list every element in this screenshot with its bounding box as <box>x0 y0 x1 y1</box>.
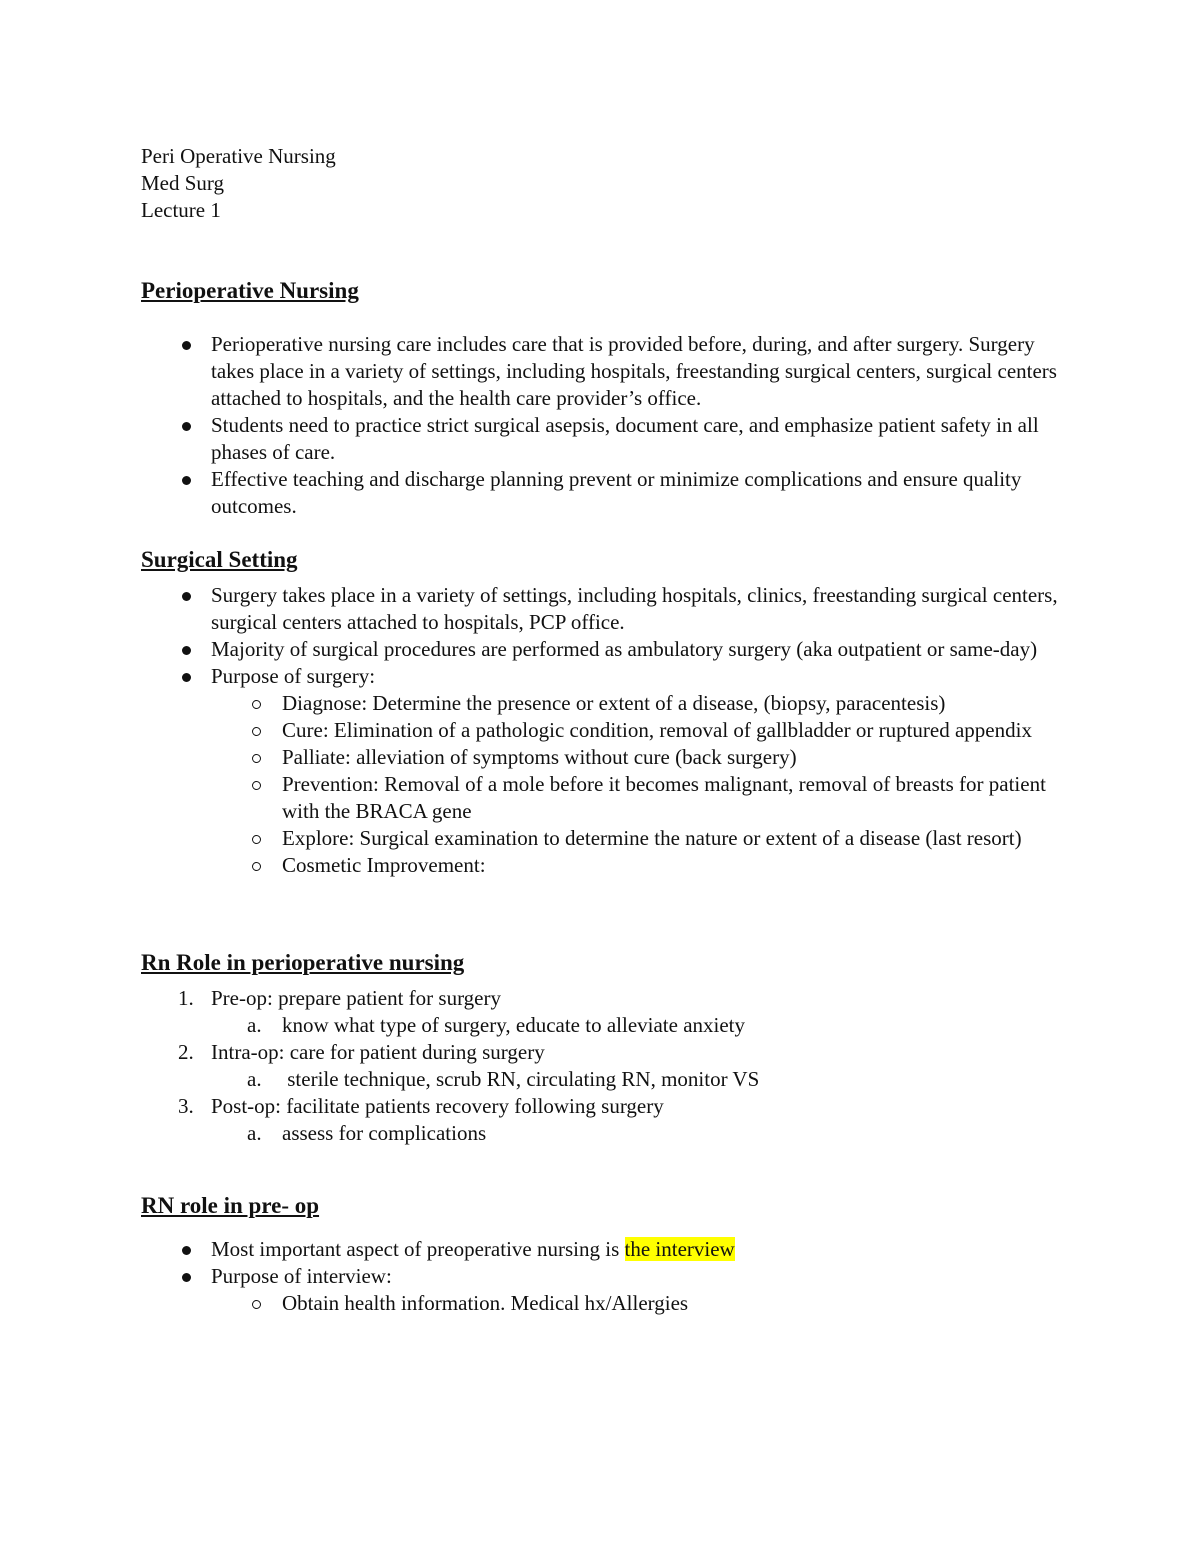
sub-list-item: Cosmetic Improvement: <box>141 852 1061 879</box>
bullet-icon <box>182 592 191 601</box>
bullet-icon <box>182 341 191 350</box>
doc-course: Med Surg <box>141 171 225 195</box>
bullet-icon <box>182 476 191 485</box>
hollow-bullet-icon <box>252 1300 261 1309</box>
sub-list-item: Explore: Surgical examination to determine the nature or extent of a disease (last resort) <box>141 825 1061 852</box>
list-item: 2. Intra-op: care for patient during surgery <box>178 1040 545 1064</box>
perioperative-list <box>141 331 1061 520</box>
list-item: Most important aspect of preoperative nursing is the interview <box>141 1236 1061 1263</box>
bullet-icon <box>182 422 191 431</box>
bullet-icon <box>182 1246 191 1255</box>
sub-list-item: Cure: Elimination of a pathologic condition, removal of gallbladder or ruptured appendix <box>141 717 1061 744</box>
sub-list-item: a. assess for complications <box>247 1121 487 1145</box>
hollow-bullet-icon <box>252 862 261 871</box>
list-item: Purpose of surgery: <box>141 663 1061 690</box>
list-item: Majority of surgical procedures are performed as ambulatory surgery (aka outpatient or same-day) <box>141 636 1061 663</box>
bullet-icon <box>182 673 191 682</box>
sub-list-item: a. sterile technique, scrub RN, circulating RN, monitor VS <box>247 1067 760 1091</box>
hollow-bullet-icon <box>252 754 261 763</box>
list-item: Purpose of interview: <box>141 1263 1061 1290</box>
sub-list-item: Prevention: Removal of a mole before it becomes malignant, removal of breasts for patient with the BRACA gene <box>141 771 1061 825</box>
document-page <box>141 143 1061 1317</box>
heading-surgical-setting: Surgical Setting <box>141 547 298 572</box>
heading-rn-role-pre-op: RN role in pre- op <box>141 1193 320 1218</box>
heading-perioperative-nursing: Perioperative Nursing <box>141 278 359 303</box>
doc-lecture: Lecture 1 <box>141 198 221 222</box>
list-item: Effective teaching and discharge planning prevent or minimize complications and ensure quality outcomes. <box>141 466 1061 520</box>
list-item: Surgery takes place in a variety of settings, including hospitals, clinics, freestanding surgical centers, surgical centers attached to hospitals, PCP office. <box>141 582 1061 636</box>
hollow-bullet-icon <box>252 835 261 844</box>
sub-list-item: a. know what type of surgery, educate to alleviate anxiety <box>247 1013 746 1037</box>
surgical-setting-list <box>141 582 1061 879</box>
hollow-bullet-icon <box>252 700 261 709</box>
rn-role-list <box>141 985 1061 1147</box>
pre-op-list <box>141 1236 1061 1317</box>
hollow-bullet-icon <box>252 781 261 790</box>
list-item: 1. Pre-op: prepare patient for surgery <box>178 986 502 1010</box>
heading-rn-role: Rn Role in perioperative nursing <box>141 950 465 975</box>
hollow-bullet-icon <box>252 727 261 736</box>
sub-list-item: Diagnose: Determine the presence or extent of a disease, (biopsy, paracentesis) <box>141 690 1061 717</box>
list-item: Students need to practice strict surgical asepsis, document care, and emphasize patient safety in all phases of care. <box>141 412 1061 466</box>
sub-list-item: Palliate: alleviation of symptoms without cure (back surgery) <box>141 744 1061 771</box>
doc-title: Peri Operative Nursing <box>141 144 336 168</box>
highlighted-text: the interview <box>624 1237 735 1261</box>
list-item: 3. Post-op: facilitate patients recovery following surgery <box>178 1094 664 1118</box>
sub-list-item: Obtain health information. Medical hx/Allergies <box>141 1290 1061 1317</box>
bullet-icon <box>182 646 191 655</box>
list-item: Perioperative nursing care includes care that is provided before, during, and after surgery. Surgery takes place in a variety of settings, including hospitals, freestanding surgical centers, surgical centers attached to hospitals, and the health care provider’s office. <box>141 331 1061 412</box>
bullet-icon <box>182 1273 191 1282</box>
